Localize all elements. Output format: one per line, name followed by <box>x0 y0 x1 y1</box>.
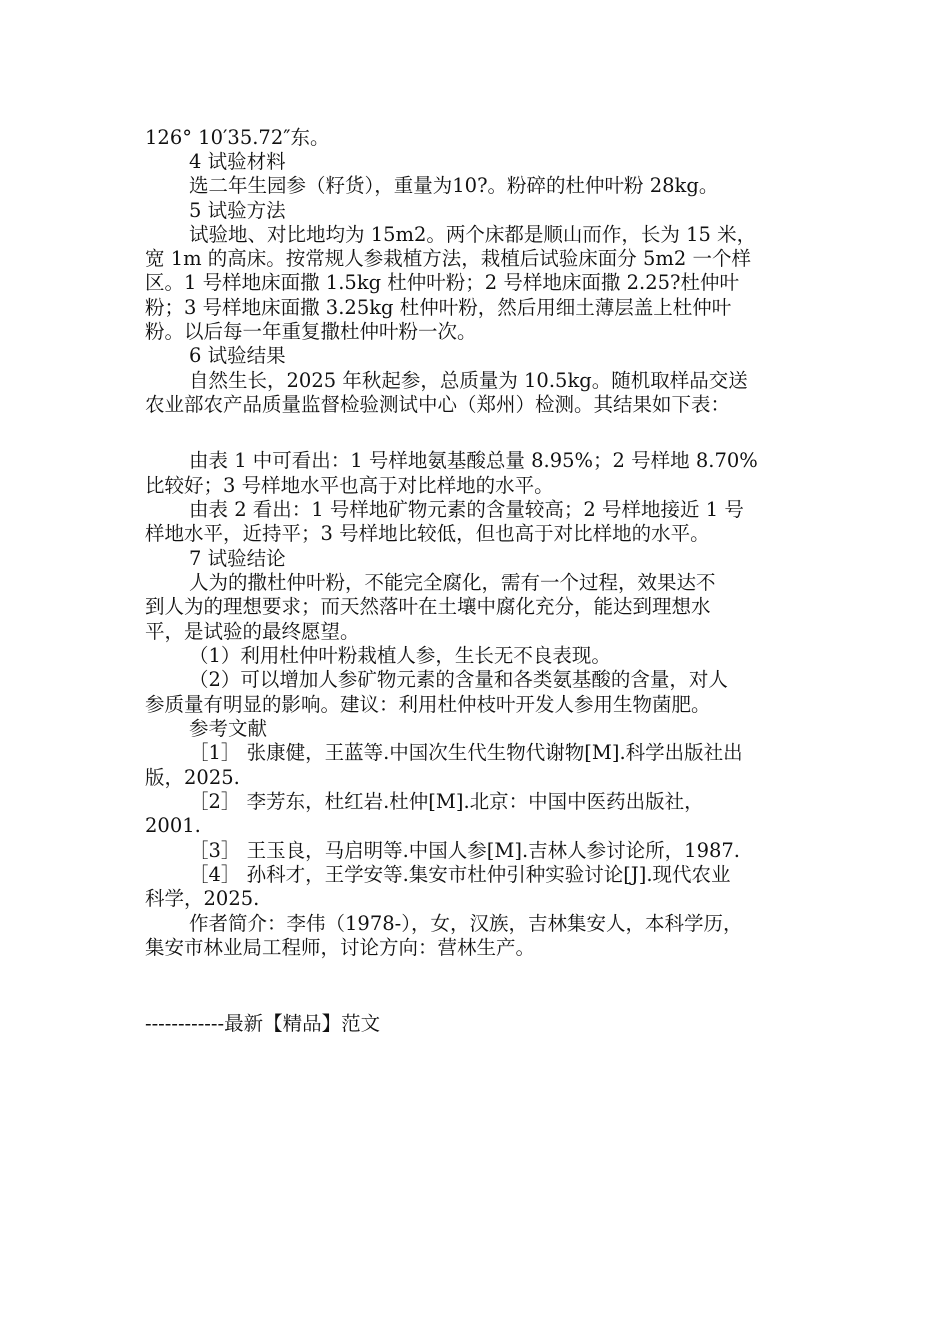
text-line: 由表 2 看出：1 号样地矿物元素的含量较高；2 号样地接近 1 号 <box>189 498 744 521</box>
text-line: 宽 1m 的高床。按常规人参栽植方法，栽植后试验床面分 5m2 一个样 <box>145 247 751 270</box>
section-heading: 5 试验方法 <box>189 199 286 222</box>
reference-item: ［4］ 孙科才，王学安等.集安市杜仲引种实验讨论[J].现代农业 <box>189 863 731 886</box>
reference-item: 版，2025. <box>145 766 240 789</box>
reference-item: 科学，2025. <box>145 887 260 910</box>
text-line: 农业部农产品质量监督检验测试中心（郑州）检测。其结果如下表： <box>145 393 731 416</box>
text-line: 到人为的理想要求；而天然落叶在土壤中腐化充分，能达到理想水 <box>145 595 711 618</box>
footer-text: ------------最新【精品】范文 <box>145 1012 381 1035</box>
section-heading: 7 试验结论 <box>189 547 286 570</box>
text-line: 选二年生园参（籽货），重量为10?。粉碎的杜仲叶粉 28kg。 <box>189 174 719 197</box>
reference-item: ［2］ 李芳东，杜红岩.杜仲[M].北京：中国中医药出版社， <box>189 790 704 813</box>
author-bio: 集安市林业局工程师，讨论方向：营林生产。 <box>145 936 536 959</box>
text-line: （2）可以增加人参矿物元素的含量和各类氨基酸的含量，对人 <box>189 668 728 691</box>
section-heading: 6 试验结果 <box>189 344 286 367</box>
text-line: 样地水平，近持平；3 号样地比较低，但也高于对比样地的水平。 <box>145 522 710 545</box>
text-line: 平，是试验的最终愿望。 <box>145 620 360 643</box>
text-line: 区。1 号样地床面撒 1.5kg 杜仲叶粉；2 号样地床面撒 2.25?杜仲叶 <box>145 271 739 294</box>
text-line: 粉；3 号样地床面撒 3.25kg 杜仲叶粉，然后用细土薄层盖上杜仲叶 <box>145 296 732 319</box>
reference-item: ［3］ 王玉良，马启明等.中国人参[M].吉林人参讨论所，1987. <box>189 839 741 862</box>
text-line: 比较好；3 号样地水平也高于对比样地的水平。 <box>145 474 554 497</box>
text-line: 由表 1 中可看出：1 号样地氨基酸总量 8.95%；2 号样地 8.70% <box>189 449 758 472</box>
reference-item: ［1］ 张康健，王蓝等.中国次生代生物代谢物[M].科学出版社出 <box>189 741 743 764</box>
text-line: 粉。以后每一年重复撒杜仲叶粉一次。 <box>145 320 477 343</box>
section-heading: 4 试验材料 <box>189 150 286 173</box>
author-bio: 作者简介：李伟（1978-），女，汉族，吉林集安人，本科学历， <box>189 912 743 935</box>
reference-item: 2001. <box>145 814 201 837</box>
section-heading: 参考文献 <box>189 717 268 740</box>
text-line: 试验地、对比地均为 15m2。两个床都是顺山而作，长为 15 米， <box>189 223 757 246</box>
text-line: 参质量有明显的影响。建议：利用杜仲枝叶开发人参用生物菌肥。 <box>145 693 711 716</box>
text-line: 人为的撒杜仲叶粉，不能完全腐化，需有一个过程，效果达不 <box>189 571 716 594</box>
text-line: 自然生长，2025 年秋起参，总质量为 10.5kg。随机取样品交送 <box>189 369 748 392</box>
text-line: 126° 10′35.72″东。 <box>145 126 330 149</box>
text-line: （1）利用杜仲叶粉栽植人参，生长无不良表现。 <box>189 644 611 667</box>
